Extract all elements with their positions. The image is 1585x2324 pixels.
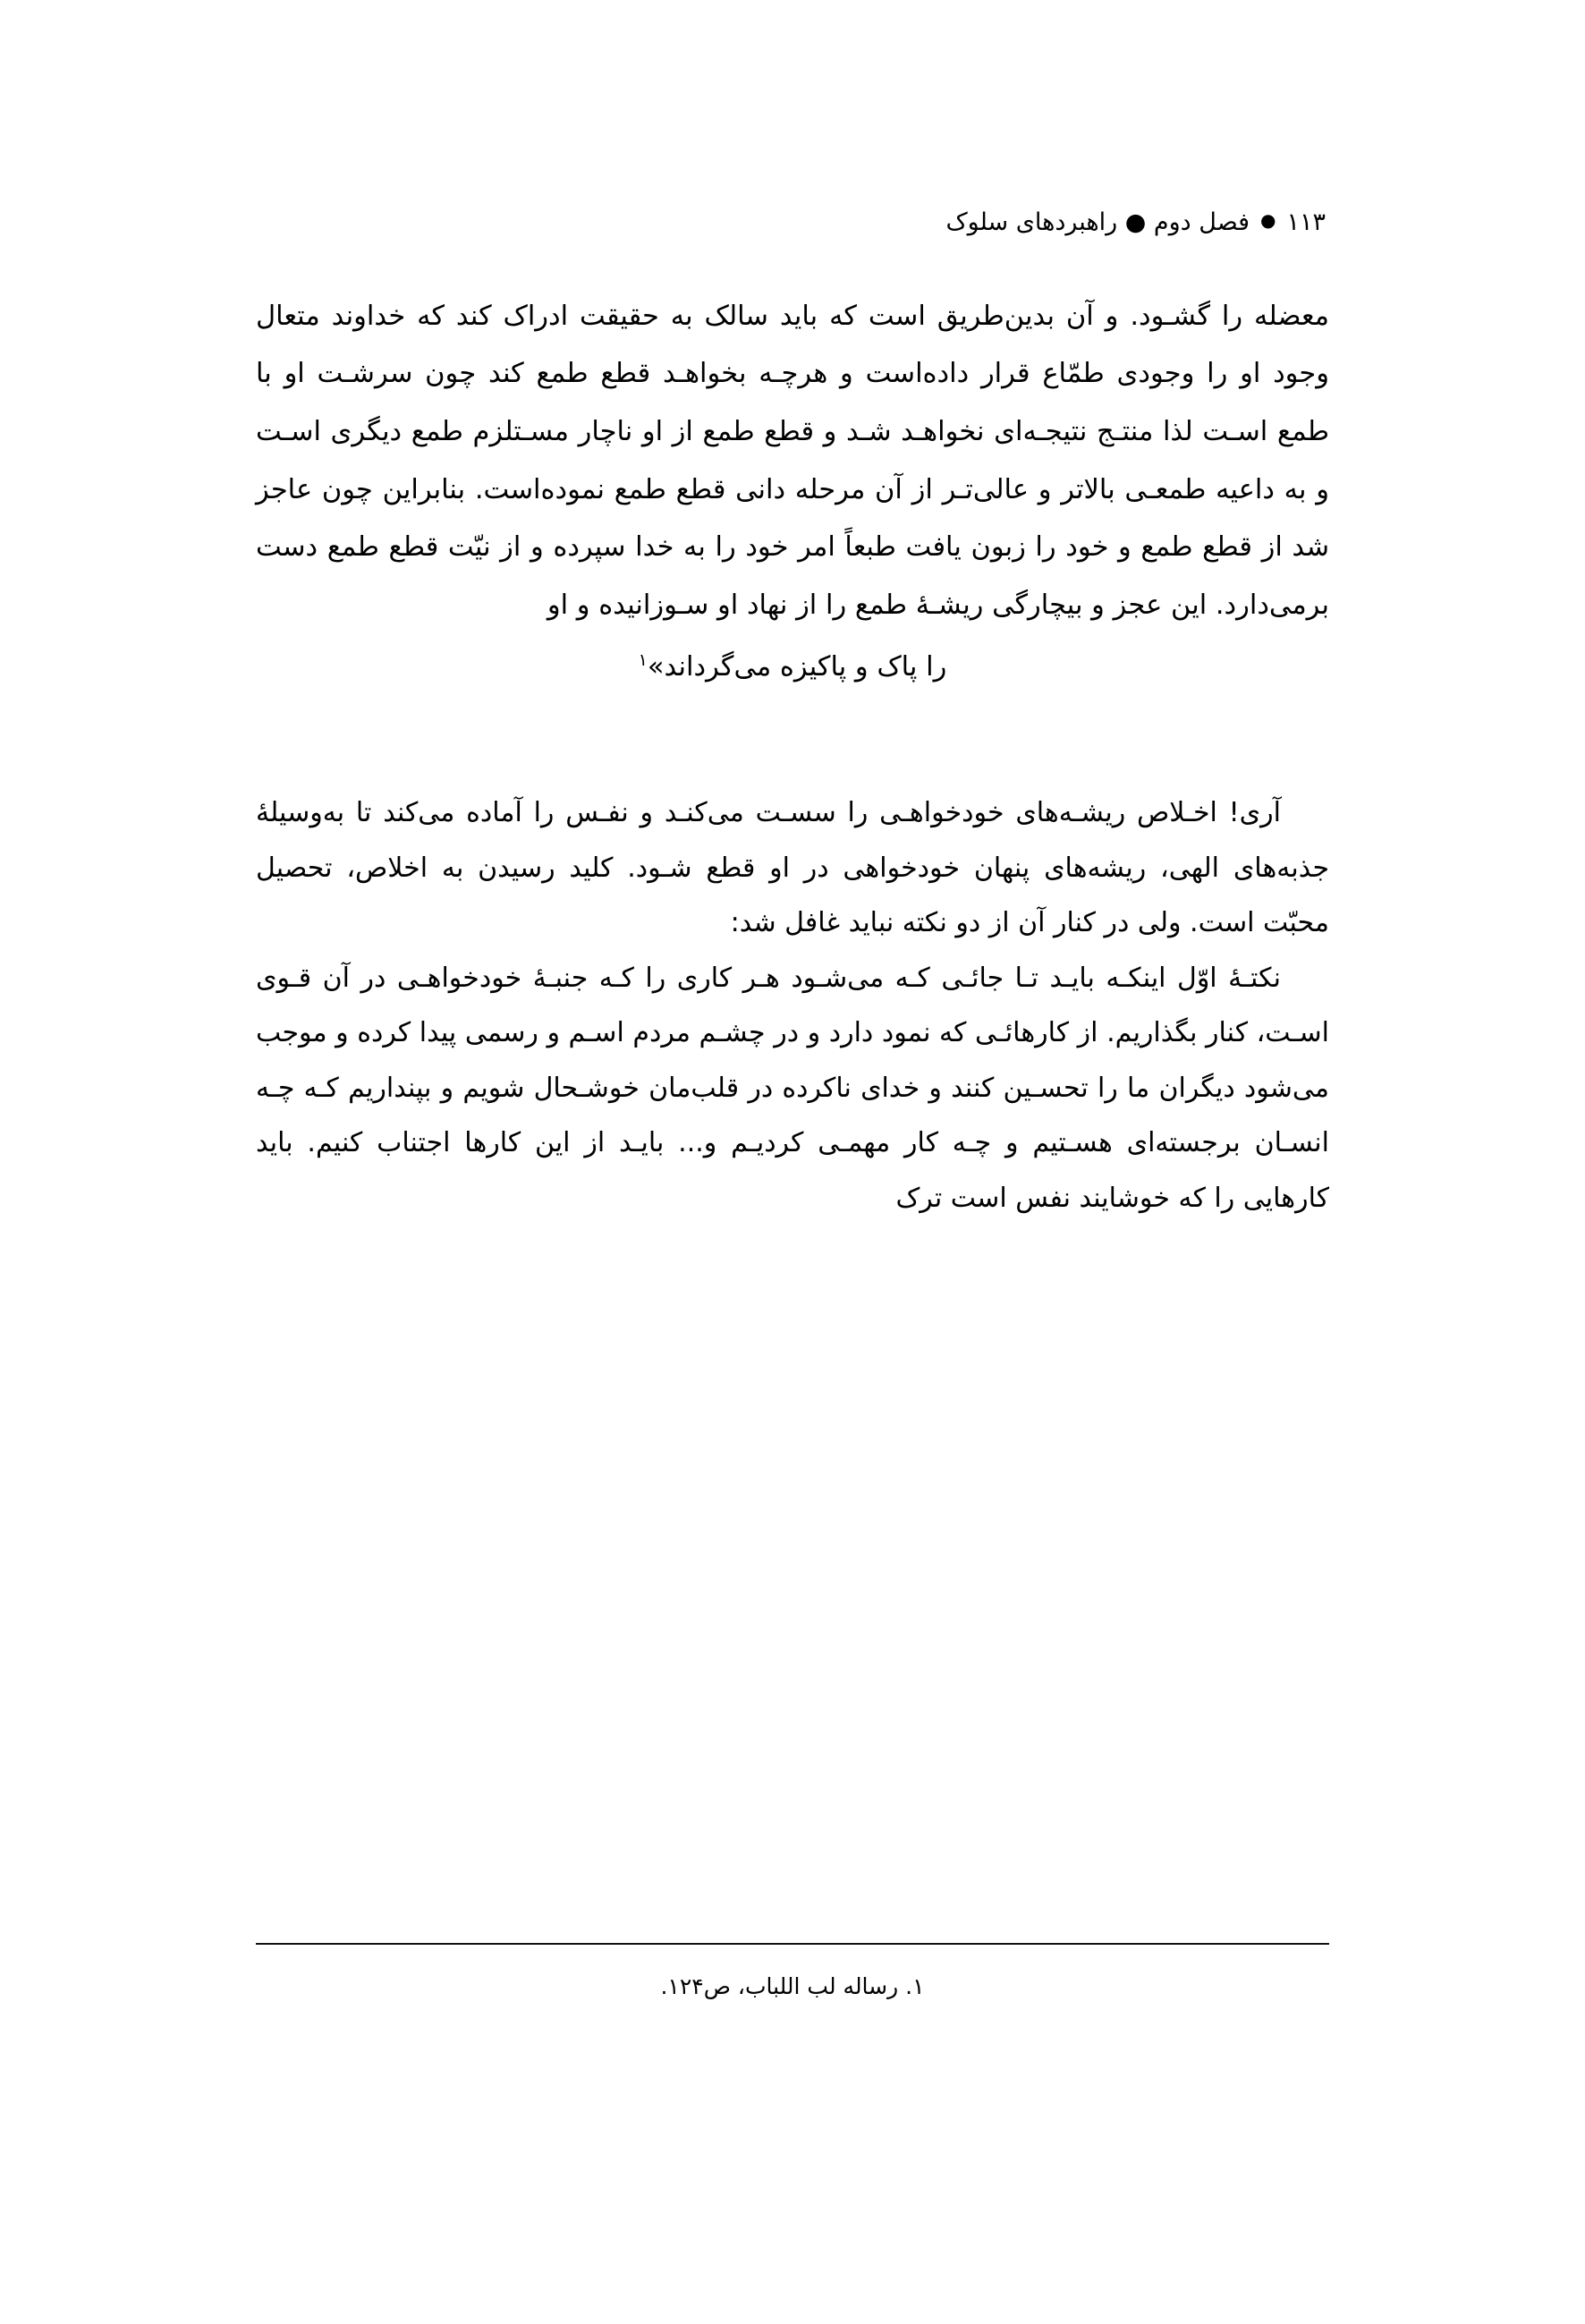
paragraph-text: معضله را گشـود. و آن بدین‌طریق است که باید سالک به حقیقت ادراک کند که خداوند متعال وجود او را وجودی طمّاع قرار داده‌است و هرچـه بخواهـد قطع طمع کند چون سرشـت او با طمع اسـت لذا منتـج نتیجـه‌ای نخواهـد شـد و قطع طمع از او ناچار مسـتلزم طمع دیگری اسـت و به داعیه طمعـی بالاتر و عالی‌تـر از آن مرحله دانی قطع طمع نموده‌است. بنابراین چون عاجز شد از قطع طمع و خود را زبون یافت طبعاً امر خود را به خدا سپرده و از نیّت قطع طمع دست برمی‌دارد. این عجز و بیچارگی ریشـهٔ طمع را از نهاد او سـوزانیده و او (256, 300, 1329, 622)
header-separator-dot: ● (1260, 209, 1276, 231)
footnote-marker: ۱. (905, 1973, 925, 1999)
paragraph-3: نکتـهٔ اوّل اینکـه بایـد تـا جائـی کـه می‌شـود هـر کاری را کـه جنبـهٔ خودخواهـی در آن قـوی اسـت، کنار بگذاریم. از کارهائـی که نمود دارد و در چشـم مردم اسـم و رسمی پیدا کرده و موجب می‌شود دیگران ما را تحسـین کنند و خدای ناکرده در قلب‌مان خوشـحال شویم و بپنداریم کـه چـه انسـان برجسته‌ای هسـتیم و چـه کار مهمـی کردیـم و... بایـد از این کارها اجتناب کنیم. باید کارهایی را که خوشایند نفس است ترک (256, 962, 1329, 1214)
paragraph-spacer (256, 696, 1329, 785)
paragraph-last-line (256, 639, 1329, 697)
page-number: ۱۱۳ (1286, 208, 1326, 236)
footnote-area (256, 1968, 1329, 2006)
footnote-reference-marker: ۱ (638, 649, 648, 670)
running-header (256, 206, 1329, 240)
header-chapter-title: فصل دوم ● راهبردهای سلوک (945, 208, 1250, 236)
footnote-divider (256, 1943, 1329, 1945)
paragraph-last-line-text: را پاک و پاکیزه می‌گرداند» (647, 650, 947, 683)
paragraph-2: آری! اخـلاص ریشـه‌های خودخواهـی را سسـت می‌کنـد و نفـس را آماده می‌کند تا به‌وسیلهٔ جذبه‌های الهی، ریشه‌های پنهان خودخواهی در او قطع شـود. کلید رسیدن به اخلاص، تحصیل محبّت است. ولی در کنار آن از دو نکته نباید غافل شد: (256, 797, 1329, 939)
page-content (256, 206, 1329, 1226)
paragraph-quote-continuation (256, 288, 1329, 697)
footnote-text: رساله لب اللباب، ص۱۲۴. (660, 1973, 899, 1999)
